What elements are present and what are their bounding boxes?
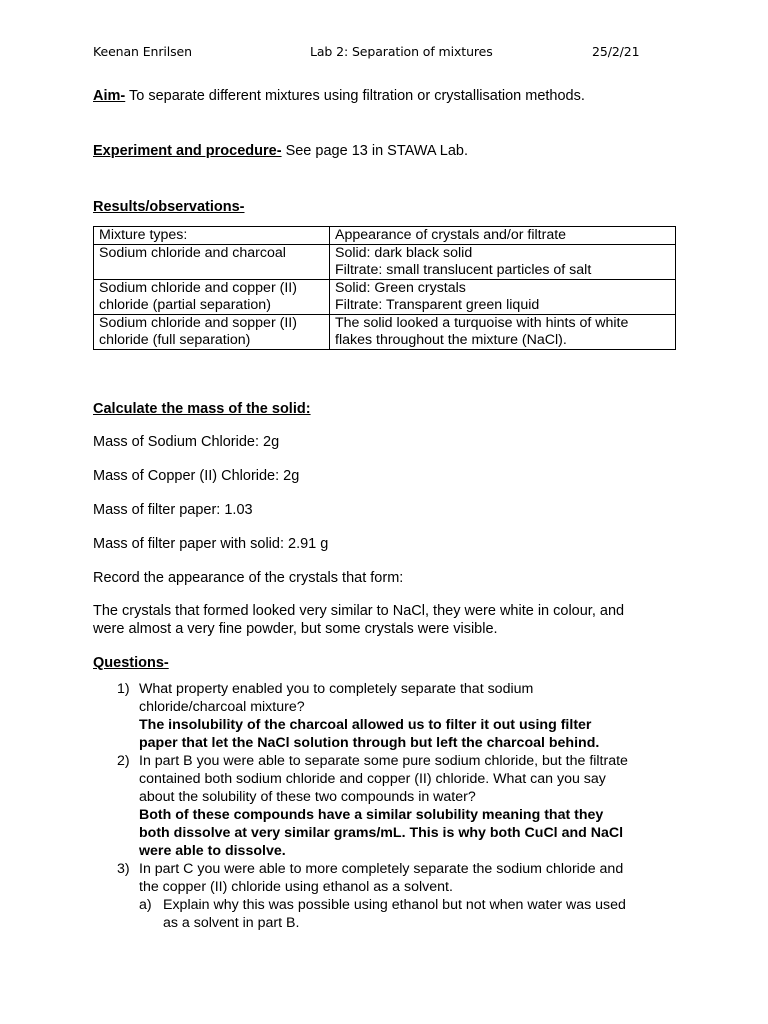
cell-line: Sodium chloride and charcoal: [99, 245, 286, 261]
aim-text: To separate different mixtures using filtration or crystallisation methods.: [125, 88, 585, 104]
answer-line: both dissolve at very similar grams/mL. This is why both CuCl and NaCl: [139, 825, 624, 841]
answer-line: Both of these compounds have a similar solubility meaning that they: [139, 807, 604, 823]
table-header-cell: Mixture types:: [94, 227, 330, 245]
question-line: about the solubility of these two compounds in water?: [139, 789, 476, 805]
table-row: [94, 315, 676, 350]
table-row: [94, 280, 676, 315]
question-number: 3): [117, 861, 130, 877]
document-title: Lab 2: Separation of mixtures: [310, 44, 493, 59]
results-heading: Results/observations-: [93, 199, 245, 215]
cell-line: chloride (full separation): [99, 332, 251, 348]
table-header-cell: Appearance of crystals and/or filtrate: [330, 227, 676, 245]
record-prompt: Record the appearance of the crystals that form:: [93, 570, 404, 586]
cell-line: flakes throughout the mixture (NaCl).: [335, 332, 567, 348]
experiment-line: [93, 143, 468, 159]
table-header-row: [94, 227, 676, 245]
table-cell: [330, 315, 676, 350]
question-number: 1): [117, 681, 130, 697]
questions-heading: Questions-: [93, 655, 169, 671]
question-number: 2): [117, 753, 130, 769]
table-cell: [94, 315, 330, 350]
question-item: [93, 752, 678, 860]
question-line: the copper (II) chloride using ethanol as a solvent.: [139, 879, 453, 895]
table-cell: [330, 245, 676, 280]
question-line: contained both sodium chloride and copper (II) chloride. What can you say: [139, 771, 606, 787]
experiment-label: Experiment and procedure-: [93, 143, 282, 159]
mass-nacl: Mass of Sodium Chloride: 2g: [93, 434, 280, 450]
answer-line: were able to dissolve.: [139, 843, 286, 859]
sub-question-number: a): [139, 897, 152, 913]
cell-line: The solid looked a turquoise with hints of white: [335, 315, 629, 331]
cell-line: Filtrate: Transparent green liquid: [335, 297, 540, 313]
table-row: [94, 245, 676, 280]
cell-line: chloride (partial separation): [99, 297, 271, 313]
mass-cucl: Mass of Copper (II) Chloride: 2g: [93, 468, 300, 484]
cell-line: Sodium chloride and copper (II): [99, 280, 297, 296]
question-line: What property enabled you to completely separate that sodium: [139, 681, 534, 697]
question-line: In part B you were able to separate some pure sodium chloride, but the filtrate: [139, 753, 628, 769]
table-cell: [94, 280, 330, 315]
sub-question: [139, 896, 678, 932]
aim-label: Aim-: [93, 88, 126, 104]
question-line: chloride/charcoal mixture?: [139, 699, 305, 715]
document-date: 25/2/21: [592, 44, 640, 59]
table-cell: [94, 245, 330, 280]
answer-line: paper that let the NaCl solution through but left the charcoal behind.: [139, 735, 600, 751]
crystals-text-2: were almost a very fine powder, but some crystals were visible.: [93, 621, 498, 637]
question-item: [93, 680, 678, 752]
mass-filter-paper: Mass of filter paper: 1.03: [93, 502, 253, 518]
question-line: In part C you were able to more completely separate the sodium chloride and: [139, 861, 624, 877]
sub-question-line: Explain why this was possible using ethanol but not when water was used: [163, 897, 626, 913]
aim-line: [93, 88, 585, 104]
calc-heading: Calculate the mass of the solid:: [93, 401, 311, 417]
author-name: Keenan Enrilsen: [93, 44, 192, 59]
sub-question-line: as a solvent in part B.: [163, 915, 300, 931]
cell-line: Solid: dark black solid: [335, 245, 473, 261]
question-item: [93, 860, 678, 932]
experiment-text: See page 13 in STAWA Lab.: [281, 143, 469, 159]
cell-line: Sodium chloride and sopper (II): [99, 315, 297, 331]
crystals-text-1: The crystals that formed looked very similar to NaCl, they were white in colour, and: [93, 603, 625, 619]
mass-filter-with-solid: Mass of filter paper with solid: 2.91 g: [93, 536, 329, 552]
cell-line: Solid: Green crystals: [335, 280, 466, 296]
answer-line: The insolubility of the charcoal allowed us to filter it out using filter: [139, 717, 592, 733]
cell-line: Filtrate: small translucent particles of salt: [335, 262, 592, 278]
table-cell: [330, 280, 676, 315]
results-table: [93, 226, 676, 350]
questions-list: [93, 680, 678, 932]
